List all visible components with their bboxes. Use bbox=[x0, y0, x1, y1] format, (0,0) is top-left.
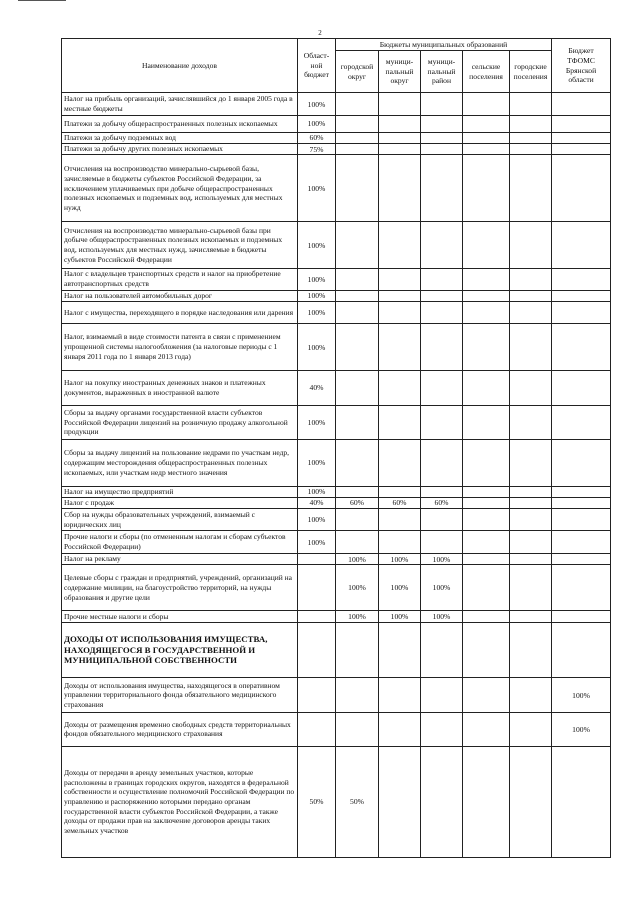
share-cell bbox=[552, 222, 611, 268]
share-cell bbox=[421, 622, 463, 678]
share-cell bbox=[552, 746, 611, 857]
share-cell bbox=[336, 678, 379, 713]
share-cell bbox=[463, 155, 510, 222]
share-cell bbox=[379, 222, 421, 268]
share-cell: 100% bbox=[298, 222, 336, 268]
page-number: 2 bbox=[318, 29, 322, 37]
income-name-cell: Налог на пользователей автомобильных дорог bbox=[62, 290, 298, 301]
share-cell: 100% bbox=[336, 565, 379, 611]
table-row bbox=[62, 554, 611, 565]
header-regional-budget: Област-ной бюджет bbox=[298, 39, 336, 93]
income-name-cell: Сбор на нужды образовательных учреждений, взимаемый с юридических лиц bbox=[62, 508, 298, 530]
share-cell bbox=[510, 371, 552, 406]
share-cell bbox=[379, 371, 421, 406]
share-cell bbox=[552, 508, 611, 530]
share-cell bbox=[298, 565, 336, 611]
share-cell bbox=[298, 554, 336, 565]
share-cell bbox=[510, 622, 552, 678]
share-cell bbox=[552, 132, 611, 143]
share-cell bbox=[421, 268, 463, 290]
share-cell: 40% bbox=[298, 371, 336, 406]
share-cell bbox=[463, 746, 510, 857]
income-name-cell: Платежи за добычу общераспространенных полезных ископаемых bbox=[62, 116, 298, 133]
share-cell bbox=[379, 486, 421, 497]
share-cell bbox=[552, 93, 611, 116]
income-name-cell: Налог с продаж bbox=[62, 497, 298, 508]
share-cell bbox=[463, 531, 510, 554]
income-name-cell: Налог с владельцев транспортных средств и налог на приобретение автотранспортных средств bbox=[62, 268, 298, 290]
income-name-cell: Доходы от размещения временно свободных средств территориальных фондов обязательного медицинского страхования bbox=[62, 712, 298, 746]
share-cell bbox=[379, 622, 421, 678]
share-cell bbox=[379, 290, 421, 301]
share-cell: 60% bbox=[336, 497, 379, 508]
share-cell: 50% bbox=[336, 746, 379, 857]
share-cell bbox=[379, 268, 421, 290]
share-cell bbox=[510, 222, 552, 268]
share-cell bbox=[510, 132, 552, 143]
share-cell bbox=[298, 622, 336, 678]
income-name-cell: Отчисления на воспроизводство минерально-сырьевой базы при добыче общераспространенных полезных ископаемых и подземных вод, используемых для местных нужд, зачисляемые в бюджеты субъектов Российской Федерации bbox=[62, 222, 298, 268]
income-name-cell: Сборы за выдачу лицензий на пользование недрами по участкам недр, содержащим месторождения общераспространенных полезных ископаемых, или участкам недр местного значения bbox=[62, 440, 298, 486]
share-cell bbox=[421, 116, 463, 133]
share-cell bbox=[463, 405, 510, 440]
share-cell bbox=[379, 155, 421, 222]
share-cell bbox=[552, 268, 611, 290]
share-cell bbox=[336, 301, 379, 323]
share-cell: 100% bbox=[379, 611, 421, 622]
share-cell bbox=[552, 486, 611, 497]
table-row bbox=[62, 565, 611, 611]
share-cell bbox=[463, 301, 510, 323]
share-cell bbox=[421, 301, 463, 323]
income-name-cell: Налог на покупку иностранных денежных знаков и платежных документов, выраженных в иностранной валюте bbox=[62, 371, 298, 406]
share-cell bbox=[552, 497, 611, 508]
share-cell bbox=[421, 323, 463, 370]
table-row bbox=[62, 440, 611, 486]
share-cell bbox=[421, 144, 463, 155]
revenue-distribution-table bbox=[61, 38, 611, 858]
income-name-cell: Целевые сборы с граждан и предприятий, учреждений, организаций на содержание милиции, на благоустройство территорий, на нужды образования и другие цели bbox=[62, 565, 298, 611]
share-cell bbox=[510, 712, 552, 746]
income-name-cell: Доходы от использования имущества, находящегося в оперативном управлении территориального фонда обязательного медицинского страхования bbox=[62, 678, 298, 713]
table-row bbox=[62, 290, 611, 301]
share-cell bbox=[379, 132, 421, 143]
table-row bbox=[62, 508, 611, 530]
income-name-cell: Налог на рекламу bbox=[62, 554, 298, 565]
share-cell bbox=[421, 678, 463, 713]
table-row bbox=[62, 155, 611, 222]
share-cell: 60% bbox=[298, 132, 336, 143]
share-cell bbox=[510, 678, 552, 713]
share-cell bbox=[463, 565, 510, 611]
income-name-cell: Доходы от передачи в аренду земельных участков, которые расположены в границах городских округов, находятся в федеральной собственности и осуществление полномочий Российской Федерации по управлению и распоряжению которыми передано органам государственной власти субъектов Российской Федерации, а также доходы от продажи прав на заключение договоров аренды таких земельных участков bbox=[62, 746, 298, 857]
share-cell: 100% bbox=[421, 554, 463, 565]
table-row bbox=[62, 611, 611, 622]
share-cell bbox=[336, 440, 379, 486]
share-cell bbox=[379, 405, 421, 440]
share-cell bbox=[510, 93, 552, 116]
share-cell bbox=[421, 290, 463, 301]
share-cell bbox=[379, 116, 421, 133]
share-cell bbox=[463, 440, 510, 486]
income-name-cell: Прочие налоги и сборы (по отмененным налогам и сборам субъектов Российской Федерации) bbox=[62, 531, 298, 554]
share-cell bbox=[336, 116, 379, 133]
share-cell: 100% bbox=[379, 565, 421, 611]
header-urban-district: городской округ bbox=[336, 51, 379, 93]
share-cell bbox=[510, 323, 552, 370]
share-cell bbox=[510, 405, 552, 440]
share-cell: 100% bbox=[298, 531, 336, 554]
table-row bbox=[62, 405, 611, 440]
table-row bbox=[62, 144, 611, 155]
share-cell bbox=[552, 371, 611, 406]
share-cell bbox=[510, 301, 552, 323]
share-cell: 40% bbox=[298, 497, 336, 508]
income-name-cell: Налог на прибыль организаций, зачислявшийся до 1 января 2005 года в местные бюджеты bbox=[62, 93, 298, 116]
table-row bbox=[62, 132, 611, 143]
share-cell bbox=[463, 116, 510, 133]
share-cell bbox=[463, 268, 510, 290]
share-cell bbox=[552, 144, 611, 155]
share-cell bbox=[379, 323, 421, 370]
share-cell: 100% bbox=[298, 440, 336, 486]
share-cell bbox=[379, 144, 421, 155]
share-cell bbox=[552, 531, 611, 554]
table-row bbox=[62, 622, 611, 678]
table-row bbox=[62, 222, 611, 268]
share-cell bbox=[510, 116, 552, 133]
share-cell bbox=[463, 678, 510, 713]
share-cell bbox=[463, 611, 510, 622]
share-cell bbox=[510, 268, 552, 290]
share-cell bbox=[552, 116, 611, 133]
share-cell bbox=[336, 323, 379, 370]
share-cell: 100% bbox=[298, 155, 336, 222]
table-row bbox=[62, 116, 611, 133]
share-cell bbox=[463, 93, 510, 116]
share-cell bbox=[510, 554, 552, 565]
share-cell: 100% bbox=[298, 508, 336, 530]
share-cell bbox=[421, 222, 463, 268]
share-cell bbox=[336, 531, 379, 554]
share-cell bbox=[463, 132, 510, 143]
share-cell bbox=[336, 486, 379, 497]
header-urban-settlements: городские поселения bbox=[510, 51, 552, 93]
share-cell bbox=[510, 497, 552, 508]
share-cell bbox=[552, 155, 611, 222]
share-cell bbox=[463, 290, 510, 301]
share-cell bbox=[421, 531, 463, 554]
share-cell bbox=[336, 371, 379, 406]
share-cell bbox=[463, 371, 510, 406]
share-cell: 100% bbox=[298, 93, 336, 116]
income-name-cell: Прочие местные налоги и сборы bbox=[62, 611, 298, 622]
share-cell bbox=[421, 440, 463, 486]
share-cell bbox=[463, 144, 510, 155]
income-name-cell: Налог, взимаемый в виде стоимости патента в связи с применением упрощенной системы налогообложения (за налоговые периоды с 1 января 2011 года по 1 января 2013 года) bbox=[62, 323, 298, 370]
share-cell bbox=[421, 486, 463, 497]
share-cell bbox=[463, 712, 510, 746]
share-cell bbox=[379, 301, 421, 323]
share-cell bbox=[510, 290, 552, 301]
share-cell bbox=[336, 93, 379, 116]
income-name-cell: Сборы за выдачу органами государственной власти субъектов Российской Федерации лицензий на розничную продажу алкогольной продукции bbox=[62, 405, 298, 440]
share-cell bbox=[379, 508, 421, 530]
share-cell bbox=[298, 678, 336, 713]
share-cell bbox=[552, 622, 611, 678]
top-edge-mark bbox=[18, 0, 66, 1]
header-tfoms-budget: Бюджет ТФОМС Брянской области bbox=[552, 39, 611, 93]
income-name-cell: Налог на имущество предприятий bbox=[62, 486, 298, 497]
share-cell: 100% bbox=[298, 116, 336, 133]
share-cell bbox=[510, 144, 552, 155]
share-cell bbox=[552, 440, 611, 486]
share-cell: 60% bbox=[379, 497, 421, 508]
share-cell: 100% bbox=[336, 554, 379, 565]
table-row bbox=[62, 486, 611, 497]
share-cell bbox=[510, 155, 552, 222]
share-cell bbox=[463, 222, 510, 268]
share-cell bbox=[510, 531, 552, 554]
share-cell bbox=[336, 290, 379, 301]
share-cell bbox=[379, 746, 421, 857]
share-cell bbox=[552, 301, 611, 323]
share-cell bbox=[336, 144, 379, 155]
share-cell bbox=[336, 222, 379, 268]
table-row bbox=[62, 268, 611, 290]
table-row bbox=[62, 497, 611, 508]
share-cell: 60% bbox=[421, 497, 463, 508]
table-row bbox=[62, 93, 611, 116]
share-cell bbox=[336, 712, 379, 746]
share-cell: 100% bbox=[379, 554, 421, 565]
share-cell bbox=[336, 508, 379, 530]
share-cell: 100% bbox=[298, 290, 336, 301]
table-row bbox=[62, 746, 611, 857]
header-income-name: Наименование доходов bbox=[62, 39, 298, 93]
share-cell bbox=[421, 746, 463, 857]
share-cell bbox=[379, 678, 421, 713]
share-cell bbox=[552, 565, 611, 611]
share-cell bbox=[463, 486, 510, 497]
income-name-cell: Платежи за добычу подземных вод bbox=[62, 132, 298, 143]
share-cell bbox=[421, 371, 463, 406]
share-cell bbox=[379, 93, 421, 116]
table-row bbox=[62, 712, 611, 746]
share-cell bbox=[552, 405, 611, 440]
header-municipal-district: муници-пальный округ bbox=[379, 51, 421, 93]
share-cell bbox=[510, 611, 552, 622]
share-cell bbox=[463, 497, 510, 508]
income-name-cell: Налог с имущества, переходящего в порядке наследования или дарения bbox=[62, 301, 298, 323]
share-cell: 100% bbox=[298, 486, 336, 497]
share-cell bbox=[379, 440, 421, 486]
header-municipal-area: муници-пальный район bbox=[421, 51, 463, 93]
share-cell: 100% bbox=[298, 323, 336, 370]
share-cell bbox=[421, 155, 463, 222]
share-cell bbox=[510, 746, 552, 857]
share-cell bbox=[552, 611, 611, 622]
share-cell bbox=[421, 132, 463, 143]
share-cell: 100% bbox=[298, 405, 336, 440]
share-cell bbox=[379, 712, 421, 746]
share-cell bbox=[336, 268, 379, 290]
share-cell bbox=[421, 405, 463, 440]
table-row bbox=[62, 323, 611, 370]
share-cell bbox=[421, 712, 463, 746]
share-cell: 100% bbox=[298, 301, 336, 323]
share-cell bbox=[510, 508, 552, 530]
share-cell: 100% bbox=[298, 268, 336, 290]
header-rural-settlements: сельские поселения bbox=[463, 51, 510, 93]
share-cell bbox=[336, 622, 379, 678]
section-heading-cell: ДОХОДЫ ОТ ИСПОЛЬЗОВАНИЯ ИМУЩЕСТВА, НАХОДЯЩЕГОСЯ В ГОСУДАРСТВЕННОЙ И МУНИЦИПАЛЬНОЙ СОБСТВЕННОСТИ bbox=[62, 622, 298, 678]
share-cell: 75% bbox=[298, 144, 336, 155]
share-cell: 50% bbox=[298, 746, 336, 857]
share-cell bbox=[298, 611, 336, 622]
table-row bbox=[62, 301, 611, 323]
share-cell bbox=[463, 554, 510, 565]
table-row bbox=[62, 371, 611, 406]
share-cell bbox=[379, 531, 421, 554]
share-cell bbox=[510, 565, 552, 611]
share-cell bbox=[510, 486, 552, 497]
share-cell bbox=[463, 622, 510, 678]
share-cell bbox=[552, 290, 611, 301]
share-cell: 100% bbox=[552, 678, 611, 713]
share-cell bbox=[421, 93, 463, 116]
share-cell: 100% bbox=[336, 611, 379, 622]
share-cell: 100% bbox=[552, 712, 611, 746]
share-cell bbox=[336, 132, 379, 143]
income-name-cell: Платежи за добычу других полезных ископаемых bbox=[62, 144, 298, 155]
table-row bbox=[62, 678, 611, 713]
share-cell bbox=[336, 405, 379, 440]
share-cell bbox=[552, 323, 611, 370]
share-cell bbox=[510, 440, 552, 486]
share-cell: 100% bbox=[421, 565, 463, 611]
share-cell bbox=[421, 508, 463, 530]
share-cell bbox=[552, 554, 611, 565]
income-name-cell: Отчисления на воспроизводство минерально-сырьевой базы, зачисляемые в бюджеты субъектов Российской Федерации, за исключением уплачиваемых при добыче общераспространенных полезных ископаемых и подземных вод, используемых для местных нужд bbox=[62, 155, 298, 222]
share-cell bbox=[336, 155, 379, 222]
share-cell: 100% bbox=[421, 611, 463, 622]
share-cell bbox=[463, 323, 510, 370]
share-cell bbox=[298, 712, 336, 746]
share-cell bbox=[463, 508, 510, 530]
header-municipal-budgets: Бюджеты муниципальных образований bbox=[336, 39, 552, 51]
table-row bbox=[62, 531, 611, 554]
